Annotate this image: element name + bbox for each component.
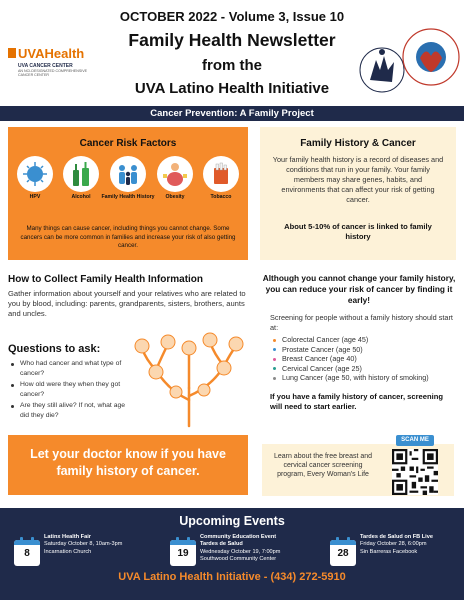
collect-info-title: How to Collect Family Health Information [8, 274, 204, 285]
bottles-icon [63, 156, 99, 192]
newsletter-title-org: UVA Latino Health Initiative [134, 80, 330, 97]
doctor-callout [8, 435, 248, 495]
list-item: Who had cancer and what type of cancer? [8, 359, 134, 379]
risk-item-tobacco [198, 156, 244, 216]
cancer-risk-factors-panel [8, 127, 248, 260]
family-history-description: Your family health history is a record of diseases and conditions that run in your family. Your family members may share genes, habits, and environments that can affect your risk of getting cancer. [272, 155, 444, 204]
footer-contact: UVA Latino Health Initiative - (434) 272-5910 [118, 571, 346, 583]
event-title: Latinx Health Fair [44, 534, 91, 540]
uva-logo-subtitle: UVA CANCER CENTER [18, 63, 73, 69]
family-icon [110, 156, 146, 192]
risk-item-hpv [12, 156, 58, 216]
list-item: Colorectal Cancer (age 45) [270, 335, 456, 345]
uva-mark-icon [8, 48, 16, 58]
obesity-icon [157, 156, 193, 192]
newsletter-title-from: from the [202, 57, 262, 74]
family-history-panel [260, 127, 456, 260]
list-item: Cervical Cancer (age 25) [270, 364, 456, 374]
screening-list [270, 335, 456, 383]
uva-logo-text: UVAHealth [18, 46, 85, 61]
screening-note: If you have a family history of cancer, screening will need to start earlier. [270, 392, 444, 411]
event-title: Tardes de Salud on FB Live [360, 534, 433, 540]
event-item: 28 Tardes de Salud on FB Live Friday October 28, 6:00pm Sin Barreras Facebook [330, 534, 460, 574]
risk-item-alcohol [58, 156, 104, 216]
risk-factors-description: Many things can cause cancer, including things you cannot change. Some cancers can be more common in families and increase your risk of also getting cancer. [20, 225, 236, 250]
collect-info-text: Gather information about yourself and your relatives who are related to you by blood, including: parents, grandparents, sisters, brothers, aunts and uncles. [8, 289, 246, 318]
risk-label: Alcohol [71, 194, 91, 200]
doctor-callout-text: Let your doctor know if you have family history of cancer. [30, 447, 226, 478]
list-item: Prostate Cancer (age 50) [270, 345, 456, 355]
calendar-icon [330, 540, 356, 566]
events-title: Upcoming Events [179, 514, 285, 528]
family-history-highlight: About 5-10% of cancer is linked to family history [284, 222, 432, 241]
risk-factors-title: Cancer Risk Factors [79, 138, 177, 149]
risk-item-obesity [152, 156, 198, 216]
newsletter-header [0, 0, 464, 104]
event-day: 8 [24, 548, 30, 559]
event-item: 8 Latinx Health Fair Saturday October 8, 10am-3pm Incarnation Church [14, 534, 164, 574]
list-item: Lung Cancer (age 50, with history of smoking) [270, 373, 456, 383]
questions-list [8, 359, 134, 422]
risk-item-family-history [101, 156, 155, 216]
screening-lead: Although you cannot change your family history, you can reduce your risk of cancer by finding it early! [262, 273, 456, 305]
risk-label: Obesity [165, 194, 185, 200]
event-item: 19 Community Education Event Tardes de Salud Wednesday October 19, 7:00pm Southwood Community Center [170, 534, 320, 574]
section-banner: Cancer Prevention: A Family Project [0, 106, 464, 121]
list-item: How old were they when they got cancer? [8, 380, 134, 400]
uva-health-logo [8, 46, 98, 80]
calendar-icon [14, 540, 40, 566]
upcoming-events-section [0, 508, 464, 600]
event-day: 19 [177, 548, 189, 559]
questions-title: Questions to ask: [8, 343, 101, 355]
event-day: 28 [337, 548, 349, 559]
list-item: Breast Cancer (age 40) [270, 354, 456, 364]
newsletter-title: Family Health Newsletter [128, 30, 336, 50]
family-tree-icon [128, 330, 250, 428]
risk-label: HPV [29, 194, 41, 200]
iniciativa-salud-latina-logo-icon [400, 14, 462, 100]
qr-code-icon[interactable] [392, 449, 438, 495]
screening-intro: Screening for people without a family history should start at: [270, 313, 453, 332]
risk-label: Family Health History [101, 194, 155, 200]
uva-logo-tagline: AN NCI-DESIGNATED COMPREHENSIVE CANCER CENTER [18, 69, 88, 77]
issue-line: OCTOBER 2022 - Volume 3, Issue 10 [119, 9, 345, 24]
calendar-icon [170, 540, 196, 566]
risk-label: Tobacco [210, 194, 232, 200]
screening-program-text: Learn about the free breast and cervical cancer screening program, Every Woman's Life [273, 453, 373, 479]
virus-icon [17, 156, 53, 192]
risk-factor-icons [12, 156, 244, 216]
cigarettes-icon [203, 156, 239, 192]
family-history-title: Family History & Cancer [300, 138, 416, 149]
list-item: Are they still alive? If not, what age did they die? [8, 401, 134, 421]
scan-me-badge: SCAN ME [396, 435, 434, 446]
event-title: Community Education Event [200, 534, 277, 540]
